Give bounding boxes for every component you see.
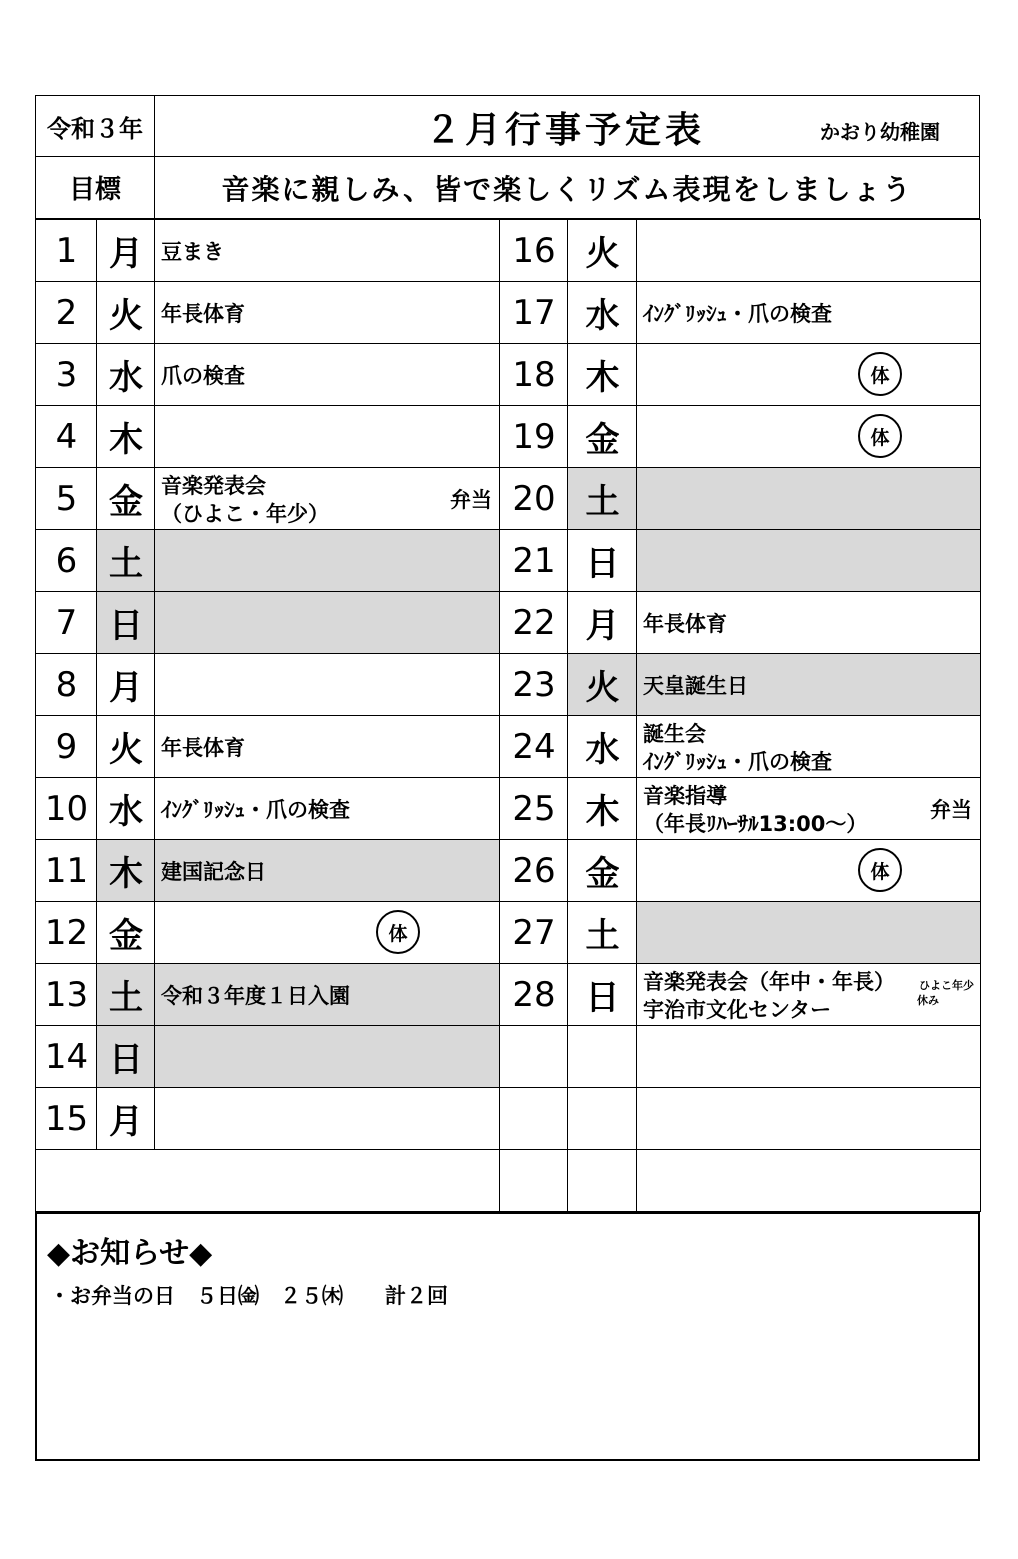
event-text: 令和３年度１日入園 [161, 984, 350, 1008]
event-cell [636, 467, 981, 530]
day-number-text: 11 [44, 850, 89, 891]
event-cell [154, 653, 501, 716]
pe-badge-icon: 体 [858, 848, 902, 892]
day-number [35, 901, 98, 964]
event-cell [154, 281, 501, 344]
weekday [96, 281, 156, 344]
day-number-text: 19 [512, 416, 556, 457]
weekday [96, 963, 156, 1026]
weekday-text: 木 [109, 854, 143, 894]
weekday [96, 529, 156, 592]
day-number-text: 17 [512, 292, 556, 333]
weekday-text: 日 [109, 1040, 143, 1080]
day-number [35, 405, 98, 468]
day-number [35, 715, 98, 778]
goal-text: 音楽に親しみ、皆で楽しくリズム表現をしましょう [154, 156, 980, 219]
weekday [567, 839, 638, 902]
event-cell [636, 963, 981, 1026]
event-cell [154, 839, 501, 902]
weekday-text: 日 [585, 978, 620, 1018]
event-text: 年長体育 [161, 736, 245, 760]
empty-row [35, 1149, 501, 1212]
day-number [35, 219, 98, 282]
weekday-text: 木 [109, 420, 143, 460]
weekday-text: 月 [585, 606, 620, 646]
day-number-text: 9 [55, 726, 78, 767]
day-number-text: 28 [512, 974, 556, 1015]
day-number [499, 281, 569, 344]
empty-cell [567, 1087, 638, 1150]
day-number-text: 10 [44, 788, 89, 829]
event-text-line2: （年長ﾘﾊｰｻﾙ13:00～） [643, 812, 868, 836]
bento-label: 弁当 [450, 488, 492, 512]
event-cell [154, 901, 501, 964]
event-text: 建国記念日 [161, 860, 266, 884]
event-text: 音楽発表会 [161, 474, 266, 498]
day-number-text: 25 [512, 788, 556, 829]
day-number [499, 839, 569, 902]
day-number-text: 12 [44, 912, 89, 953]
day-number [499, 467, 569, 530]
weekday [567, 405, 638, 468]
notice-title: ◆お知らせ◆ [47, 1236, 213, 1271]
event-cell [636, 715, 981, 778]
event-cell [636, 901, 981, 964]
day-number [35, 591, 98, 654]
day-number-text: 2 [55, 292, 78, 333]
pe-badge-icon: 体 [858, 352, 902, 396]
day-number-text: 3 [55, 354, 78, 395]
page-title: ２月行事予定表 [425, 110, 706, 151]
event-text: 年長体育 [161, 302, 245, 326]
day-number-text: 1 [55, 230, 78, 271]
weekday-text: 土 [585, 916, 620, 956]
weekday-text: 日 [585, 544, 620, 584]
day-number-text: 22 [512, 602, 556, 643]
weekday [96, 839, 156, 902]
event-text: 年長体育 [643, 612, 727, 636]
event-cell [636, 777, 981, 840]
weekday [96, 1025, 156, 1088]
notice-box [35, 1212, 980, 1461]
day-number [499, 901, 569, 964]
weekday [96, 219, 156, 282]
weekday-text: 火 [109, 730, 143, 770]
weekday [567, 715, 638, 778]
school-name: かおり幼稚園 [820, 120, 940, 144]
weekday [567, 777, 638, 840]
weekday-text: 火 [585, 668, 620, 708]
weekday [96, 467, 156, 530]
day-number-text: 15 [44, 1098, 89, 1139]
event-cell [154, 405, 501, 468]
event-text: 天皇誕生日 [643, 674, 748, 698]
weekday [96, 591, 156, 654]
day-number-text: 23 [512, 664, 556, 705]
day-number-text: 8 [55, 664, 78, 705]
event-cell [154, 467, 501, 530]
event-cell [636, 591, 981, 654]
day-number [35, 963, 98, 1026]
weekday [96, 343, 156, 406]
weekday [567, 281, 638, 344]
event-text: 爪の検査 [161, 364, 245, 388]
empty-cell [567, 1025, 638, 1088]
weekday [567, 467, 638, 530]
day-number [499, 343, 569, 406]
day-number-text: 18 [512, 354, 556, 395]
weekday-text: 土 [109, 544, 143, 584]
weekday [96, 653, 156, 716]
event-text: 音楽発表会（年中・年長） [643, 970, 895, 994]
event-cell [154, 715, 501, 778]
weekday [96, 405, 156, 468]
day-number-text: 16 [512, 230, 556, 271]
day-number-text: 7 [55, 602, 78, 643]
day-number [499, 529, 569, 592]
weekday-text: 月 [109, 668, 143, 708]
empty-cell [567, 1149, 638, 1212]
weekday [96, 715, 156, 778]
day-number [499, 405, 569, 468]
empty-cell [636, 1087, 981, 1150]
day-number [35, 653, 98, 716]
small-note: 休み [917, 994, 939, 1007]
event-cell [154, 591, 501, 654]
notice-line: ・お弁当の日 ５日㈮ ２５㈭ 計２回 [49, 1284, 448, 1308]
weekday-text: 月 [109, 1102, 143, 1142]
weekday [96, 901, 156, 964]
event-cell [154, 529, 501, 592]
day-number [35, 1025, 98, 1088]
day-number [35, 1087, 98, 1150]
day-number-text: 27 [512, 912, 556, 953]
event-text: 誕生会 [643, 722, 706, 746]
pe-badge-icon: 体 [376, 910, 420, 954]
empty-cell [636, 1149, 981, 1212]
day-number [35, 839, 98, 902]
event-text: 豆まき [161, 240, 224, 264]
weekday-text: 金 [109, 482, 143, 522]
event-text: ｲﾝｸﾞﾘｯｼｭ・爪の検査 [161, 798, 350, 822]
weekday [567, 591, 638, 654]
day-number-text: 14 [44, 1036, 89, 1077]
pe-badge-icon: 体 [858, 414, 902, 458]
weekday [567, 653, 638, 716]
event-cell [154, 777, 501, 840]
day-number [499, 777, 569, 840]
event-cell [636, 839, 981, 902]
event-cell [636, 281, 981, 344]
day-number [35, 529, 98, 592]
weekday-text: 金 [109, 916, 143, 956]
day-number-text: 20 [512, 478, 556, 519]
weekday-text: 水 [585, 730, 620, 770]
event-cell [636, 219, 981, 282]
day-number-text: 13 [44, 974, 89, 1015]
weekday-text: 水 [585, 296, 620, 336]
event-cell [154, 219, 501, 282]
event-text: 音楽指導 [643, 784, 727, 808]
weekday-text: 月 [109, 234, 143, 274]
day-number [35, 281, 98, 344]
weekday [567, 343, 638, 406]
weekday [567, 529, 638, 592]
day-number-text: 4 [55, 416, 78, 457]
event-cell [636, 529, 981, 592]
weekday-text: 火 [109, 296, 143, 336]
weekday-text: 木 [585, 792, 620, 832]
event-cell [154, 963, 501, 1026]
day-number [499, 653, 569, 716]
weekday [567, 901, 638, 964]
goal-label: 目標 [35, 156, 155, 219]
event-cell [154, 1087, 501, 1150]
year-label: 令和３年 [35, 95, 155, 157]
event-cell [636, 343, 981, 406]
bento-label: 弁当 [930, 798, 972, 822]
day-number-text: 5 [55, 478, 78, 519]
weekday-text: 土 [585, 482, 620, 522]
weekday [96, 777, 156, 840]
day-number [499, 715, 569, 778]
empty-cell [499, 1025, 569, 1088]
weekday [567, 219, 638, 282]
event-text-line2: （ひよこ・年少） [161, 502, 329, 526]
title-bar [154, 95, 980, 157]
day-number [499, 219, 569, 282]
day-number [499, 591, 569, 654]
weekday-text: 水 [109, 358, 143, 398]
day-number [499, 963, 569, 1026]
event-text-line2: ｲﾝｸﾞﾘｯｼｭ・爪の検査 [643, 750, 832, 774]
day-number-text: 21 [512, 540, 556, 581]
event-cell [154, 343, 501, 406]
day-number [35, 467, 98, 530]
empty-cell [636, 1025, 981, 1088]
weekday-text: 金 [585, 854, 620, 894]
small-note: ひよこ年少 [919, 979, 974, 992]
day-number [35, 777, 98, 840]
weekday-text: 火 [585, 234, 620, 274]
empty-cell [499, 1087, 569, 1150]
event-text: ｲﾝｸﾞﾘｯｼｭ・爪の検査 [643, 302, 832, 326]
day-number [35, 343, 98, 406]
day-number-text: 26 [512, 850, 556, 891]
event-cell [154, 1025, 501, 1088]
empty-cell [499, 1149, 569, 1212]
day-number-text: 24 [512, 726, 556, 767]
weekday [567, 963, 638, 1026]
weekday-text: 水 [109, 792, 143, 832]
weekday-text: 日 [109, 606, 143, 646]
weekday-text: 木 [585, 358, 620, 398]
event-cell [636, 405, 981, 468]
event-cell [636, 653, 981, 716]
event-text-line2: 宇治市文化センター [643, 998, 832, 1022]
day-number-text: 6 [55, 540, 78, 581]
weekday [96, 1087, 156, 1150]
weekday-text: 金 [585, 420, 620, 460]
weekday-text: 土 [109, 978, 143, 1018]
